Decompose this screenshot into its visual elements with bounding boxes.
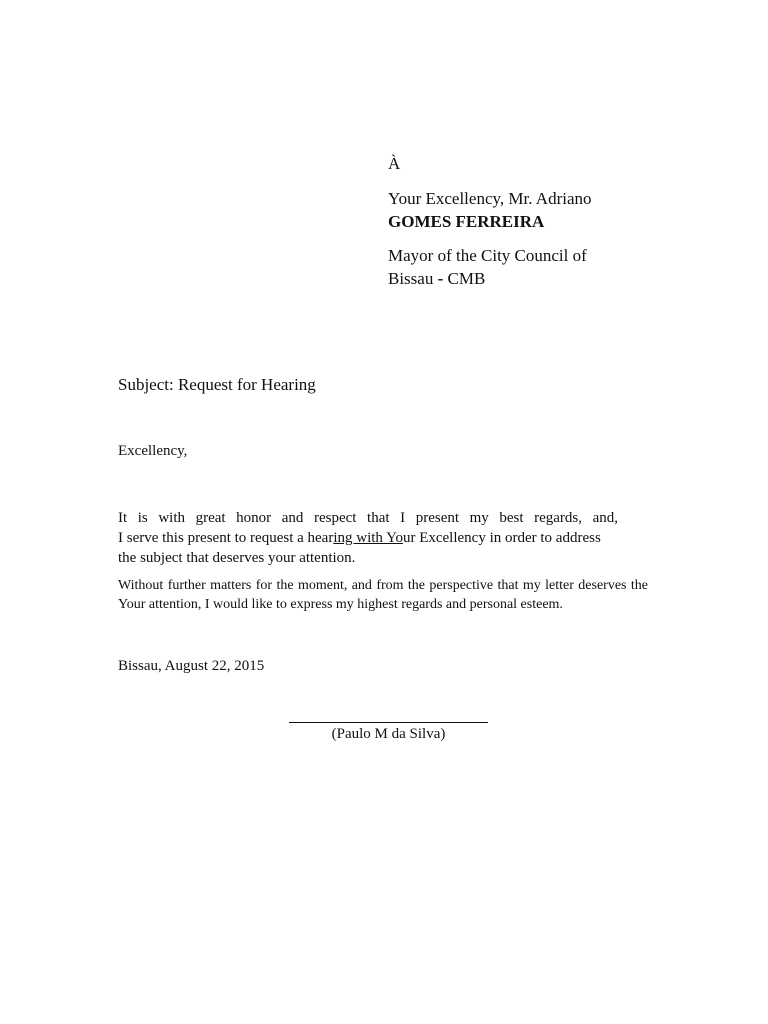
addressee-city-line — [388, 267, 728, 290]
paragraph-2-line-1: Without further matters for the moment, and from the perspective that my letter deserves the — [118, 578, 648, 593]
addressee-block — [388, 152, 728, 290]
body-paragraph-2 — [118, 576, 648, 614]
addressee-mark: À — [388, 154, 401, 173]
addressee-city-abbrev: CMB — [443, 269, 486, 288]
greeting: Excellency, — [118, 443, 188, 459]
paragraph-1-line-3: the subject that deserves your attention. — [118, 550, 356, 566]
paragraph-1-underlined-text: ing with Yo — [333, 530, 403, 546]
signer-name: (Paulo M da Silva) — [331, 726, 446, 742]
place-and-date: Bissau, August 22, 2015 — [118, 658, 265, 674]
subject-line: Subject: Request for Hearing — [118, 375, 316, 394]
addressee-city: Bissau — [388, 269, 438, 288]
addressee-surname: GOMES FERREIRA — [388, 212, 545, 231]
addressee-office — [388, 244, 728, 290]
paragraph-1-line-1: It is with great honor and respect that I present my best regards, and, — [118, 510, 618, 526]
paragraph-1-line-2-end: ur Excellency in order to address — [402, 530, 601, 546]
signature-line — [289, 722, 488, 723]
paragraph-2-line-2: Your attention, I would like to express my highest regards and personal esteem. — [118, 597, 563, 612]
body-paragraph-1 — [118, 508, 618, 568]
addressee-office-line: Mayor of the City Council of — [388, 246, 587, 265]
addressee-city-dash: - — [437, 269, 444, 288]
addressee-name — [388, 187, 728, 233]
addressee-title-line: Your Excellency, Mr. Adriano — [388, 189, 592, 208]
paragraph-1-line-2-start: I serve this present to request a hear — [118, 530, 334, 546]
paragraph-1-line-2 — [118, 528, 618, 548]
